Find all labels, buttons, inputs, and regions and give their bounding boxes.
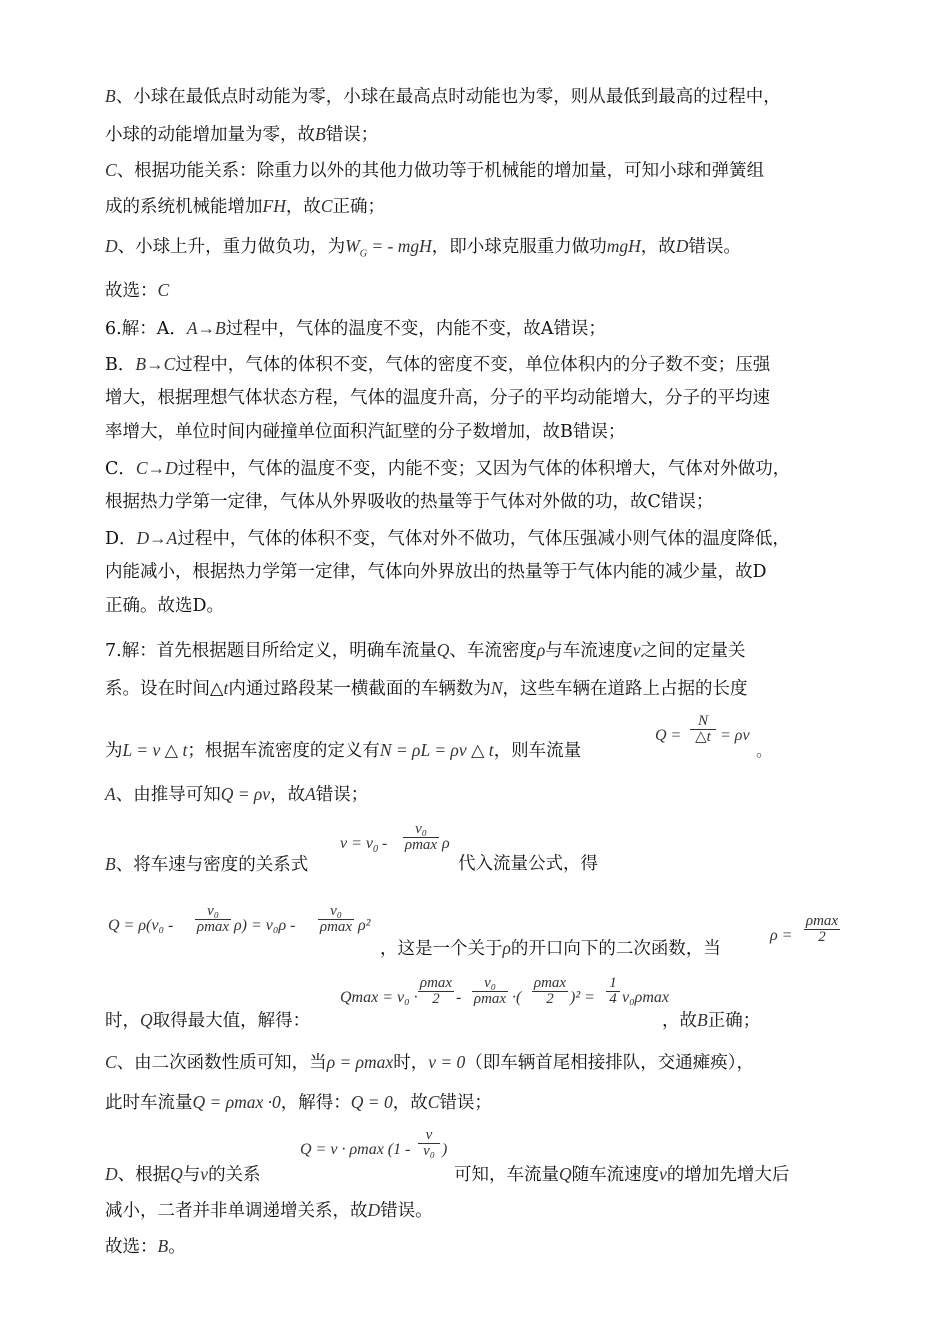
p7-line-1 bbox=[105, 642, 746, 661]
text: 可知，车流量 bbox=[454, 1165, 559, 1185]
var: D→A bbox=[136, 528, 178, 548]
text: 内通过路段某一横截面的车辆数为 bbox=[228, 679, 491, 699]
var: C bbox=[320, 196, 333, 216]
text: 、由推导可知 bbox=[115, 785, 221, 805]
text: 故选： bbox=[105, 1237, 158, 1257]
p7-line-b bbox=[105, 856, 308, 875]
eq: - bbox=[378, 835, 388, 852]
text: 增大，根据理想气体状态方程，气体的温度升高，分子的平均动能增大，分子的平均速 bbox=[105, 388, 770, 408]
p6-line-4 bbox=[105, 424, 625, 442]
p7-line-d-cont bbox=[454, 1166, 789, 1185]
fraction bbox=[472, 976, 508, 1007]
text: ，这些车辆在道路上占据的长度 bbox=[502, 679, 748, 699]
var: C bbox=[105, 160, 117, 180]
text: 率增大，单位时间内碰撞单位面积汽缸壁的分子数增加，故B错误； bbox=[105, 422, 626, 442]
var: t bbox=[223, 678, 229, 698]
fraction bbox=[403, 822, 439, 853]
text: ，即小球克服重力做功 bbox=[431, 237, 607, 257]
fraction bbox=[690, 714, 716, 745]
text: 正确。故选D。 bbox=[105, 596, 225, 616]
p6-line-6 bbox=[105, 494, 713, 512]
text: 、小球上升，重力做负功，为 bbox=[117, 237, 346, 257]
text: D． bbox=[105, 529, 137, 549]
text: 过程中，气体的体积不变，气体的密度不变，单位体积内的分子数不变；压强 bbox=[175, 355, 771, 375]
p5-line-c1 bbox=[105, 162, 764, 181]
var: FH bbox=[262, 196, 286, 216]
text: 的增加先增大后 bbox=[666, 1165, 790, 1185]
eq: L = v △ t bbox=[122, 740, 188, 760]
text: 时， bbox=[105, 1011, 140, 1031]
text: ，则车流量 bbox=[493, 741, 582, 761]
p7-answer bbox=[105, 1238, 186, 1257]
eq: ρ = ρmax bbox=[326, 1052, 394, 1072]
text: B． bbox=[105, 355, 136, 375]
fraction bbox=[318, 904, 354, 935]
eq: Q = ρ(v₀ - bbox=[108, 917, 174, 934]
text: ，故 bbox=[640, 237, 676, 257]
eq: Q = ρmax ·0 bbox=[192, 1092, 281, 1112]
eq-sub: 0 bbox=[373, 844, 378, 856]
text: 根据热力学第一定律，气体从外界吸收的热量等于气体对外做的功，故C错误； bbox=[105, 492, 714, 512]
text: 错误； bbox=[315, 785, 369, 805]
numerator: ρmax bbox=[533, 975, 567, 991]
fraction bbox=[418, 976, 454, 1007]
p7-line-3 bbox=[105, 742, 581, 761]
eq: ρ² bbox=[358, 917, 371, 934]
text: 为 bbox=[105, 741, 123, 761]
eq: N = ρL = ρv △ t bbox=[379, 740, 494, 760]
p6-line-1 bbox=[105, 320, 606, 339]
text: 成的系统机械能增加 bbox=[105, 197, 263, 217]
denominator: 2 bbox=[818, 929, 826, 945]
eq: = - mgH bbox=[366, 236, 432, 256]
eq: W bbox=[345, 236, 360, 256]
p6-line-7 bbox=[105, 530, 790, 549]
text: 、小球在最低点时动能为零，小球在最高点时动能也为零，则从最低到最高的过程中， bbox=[115, 87, 781, 107]
text: ，故 bbox=[285, 197, 321, 217]
text: 时， bbox=[393, 1053, 429, 1073]
text: 6.解：A． bbox=[105, 319, 187, 339]
var: ρ bbox=[502, 938, 511, 958]
eq: = ρv bbox=[720, 727, 750, 744]
var: ρ bbox=[536, 640, 546, 660]
p6-line-2 bbox=[105, 356, 770, 375]
numerator: N bbox=[697, 713, 708, 729]
denominator: ρmax bbox=[404, 837, 438, 853]
var: D bbox=[367, 1200, 381, 1220]
eq: ρ = bbox=[770, 927, 793, 944]
var: B→C bbox=[135, 354, 176, 374]
text: 正确； bbox=[707, 1011, 761, 1031]
var: C bbox=[157, 280, 170, 300]
var: v bbox=[632, 640, 641, 660]
var: Q bbox=[140, 1010, 153, 1030]
eq: v = v bbox=[340, 835, 373, 852]
text: 取得最大值，解得： bbox=[152, 1011, 311, 1031]
var: mgH bbox=[606, 236, 641, 256]
denominator: △t bbox=[695, 729, 711, 745]
text: 减小，二者并非单调递增关系，故 bbox=[105, 1201, 368, 1221]
var: A bbox=[305, 784, 316, 804]
eq: - bbox=[456, 989, 462, 1006]
fraction bbox=[804, 914, 840, 945]
text: 与车流速度 bbox=[545, 641, 633, 661]
var: B bbox=[105, 854, 116, 874]
eq: ρ) = v₀ρ - bbox=[234, 917, 296, 934]
text: ；根据车流密度的定义有 bbox=[187, 741, 380, 761]
var: C→D bbox=[135, 458, 178, 478]
numerator: ρmax bbox=[805, 913, 839, 929]
eq: Qmax = v₀ · bbox=[340, 989, 418, 1006]
p6-line-3 bbox=[105, 390, 770, 408]
p7-line-q-text bbox=[380, 940, 721, 959]
denominator: 2 bbox=[432, 991, 440, 1007]
var: D bbox=[675, 236, 689, 256]
text: 、由二次函数性质可知，当 bbox=[116, 1053, 327, 1073]
var: B bbox=[105, 86, 116, 106]
fraction bbox=[606, 976, 620, 1007]
numerator: v₀ bbox=[207, 903, 219, 919]
denominator: 4 bbox=[609, 991, 617, 1007]
p7-line-2 bbox=[105, 680, 748, 699]
var: v bbox=[200, 1164, 209, 1184]
var: B bbox=[157, 1236, 169, 1256]
text: ，解得： bbox=[280, 1093, 351, 1113]
var: Q bbox=[170, 1164, 183, 1184]
text: 错误。 bbox=[688, 237, 741, 257]
denominator: v₀ bbox=[423, 1143, 435, 1159]
text: 过程中，气体的体积不变，气体对外不做功，气体压强减小则气体的温度降低， bbox=[177, 529, 790, 549]
text: 系。设在时间△ bbox=[105, 679, 224, 699]
text: 、将车速与密度的关系式 bbox=[115, 855, 309, 875]
var: D bbox=[105, 236, 118, 256]
numerator: v₀ bbox=[484, 975, 496, 991]
text: 故选： bbox=[105, 281, 158, 301]
eq: Q = v · ρmax (1 - bbox=[300, 1141, 411, 1158]
p7-line-c bbox=[105, 1054, 754, 1073]
var: D bbox=[105, 1164, 118, 1184]
text: 此时车流量 bbox=[105, 1093, 193, 1113]
text: 错误； bbox=[439, 1093, 492, 1113]
eq-sub: G bbox=[359, 248, 367, 260]
var: B bbox=[315, 124, 326, 144]
p6-line-9 bbox=[105, 598, 224, 616]
var: N bbox=[490, 678, 503, 698]
p5-line-b2 bbox=[105, 126, 378, 145]
numerator: v₀ bbox=[330, 903, 342, 919]
p7-line-a bbox=[105, 786, 368, 805]
eq: ) bbox=[442, 1141, 448, 1158]
text: ，这是一个关于 bbox=[380, 939, 503, 959]
text: 的开口向下的二次函数，当 bbox=[510, 939, 721, 959]
fraction bbox=[418, 1128, 440, 1159]
p7-line-t-end bbox=[662, 1012, 760, 1031]
p7-line-d2 bbox=[105, 1202, 433, 1221]
numerator: v₀ bbox=[415, 821, 427, 837]
eq: ρ bbox=[442, 835, 450, 852]
text: 与 bbox=[182, 1165, 201, 1185]
eq: Q = bbox=[655, 727, 682, 744]
eq bbox=[340, 836, 387, 855]
fraction bbox=[195, 904, 231, 935]
numerator: 1 bbox=[609, 975, 617, 991]
text: 。 bbox=[168, 1237, 186, 1257]
text: ，故 bbox=[270, 785, 306, 805]
eq: )² = bbox=[570, 989, 595, 1006]
text: 、根据 bbox=[117, 1165, 171, 1185]
text: 7.解：首先根据题目所给定义，明确车流量 bbox=[105, 641, 437, 661]
text: 过程中，气体的温度不变，内能不变，故A错误； bbox=[225, 319, 606, 339]
denominator: ρmax bbox=[473, 991, 507, 1007]
eq: v₀ρmax bbox=[622, 989, 669, 1006]
var: B bbox=[697, 1010, 708, 1030]
p5-line-b1 bbox=[105, 88, 781, 107]
text: 过程中，气体的温度不变，内能不变；又因为气体的体积增大，气体对外做功， bbox=[177, 459, 791, 479]
numerator: ρmax bbox=[419, 975, 453, 991]
p7-line-t bbox=[105, 1012, 310, 1031]
var: C bbox=[427, 1092, 440, 1112]
p6-line-8 bbox=[105, 564, 767, 582]
text: 之间的定量关 bbox=[640, 641, 746, 661]
eq: v = 0 bbox=[428, 1052, 466, 1072]
text: 代入流量公式，得 bbox=[458, 854, 598, 874]
eq: ·( bbox=[512, 989, 522, 1006]
var: C bbox=[105, 1052, 117, 1072]
var: v bbox=[659, 1164, 667, 1184]
numerator: v bbox=[425, 1127, 433, 1143]
fraction bbox=[532, 976, 568, 1007]
p5-line-c2 bbox=[105, 198, 385, 217]
text: C． bbox=[105, 459, 136, 479]
text: 错误； bbox=[325, 125, 379, 145]
text: 内能减小，根据热力学第一定律，气体向外界放出的热量等于气体内能的减少量，故D bbox=[105, 562, 767, 582]
text: ，故 bbox=[662, 1011, 697, 1031]
text: ，故 bbox=[392, 1093, 428, 1113]
denominator: 2 bbox=[546, 991, 554, 1007]
text: 错误。 bbox=[380, 1201, 433, 1221]
p5-answer bbox=[105, 282, 169, 301]
text: 、车流密度 bbox=[449, 641, 537, 661]
p6-line-5 bbox=[105, 460, 790, 479]
var: Q bbox=[436, 640, 450, 660]
denominator: ρmax bbox=[196, 919, 230, 935]
eq: Q = ρv bbox=[220, 784, 271, 804]
p7-line-d bbox=[105, 1166, 261, 1185]
text: 、根据功能关系：除重力以外的其他力做功等于机械能的增加量，可知小球和弹簧组 bbox=[116, 161, 765, 181]
denominator: ρmax bbox=[319, 919, 353, 935]
text: 随车流速度 bbox=[571, 1165, 660, 1185]
p7-line-c2 bbox=[105, 1094, 492, 1113]
text: （即车辆首尾相接排队，交通瘫痪）， bbox=[465, 1053, 755, 1073]
p5-line-d1 bbox=[105, 238, 741, 260]
text: 正确； bbox=[332, 197, 386, 217]
var: A→B bbox=[186, 318, 226, 338]
var: Q bbox=[559, 1164, 572, 1184]
var: A bbox=[105, 784, 116, 804]
eq: Q = 0 bbox=[350, 1092, 393, 1112]
text: 的关系 bbox=[208, 1165, 261, 1185]
text: 小球的动能增加量为零，故 bbox=[105, 125, 315, 145]
text: 。 bbox=[756, 743, 773, 760]
